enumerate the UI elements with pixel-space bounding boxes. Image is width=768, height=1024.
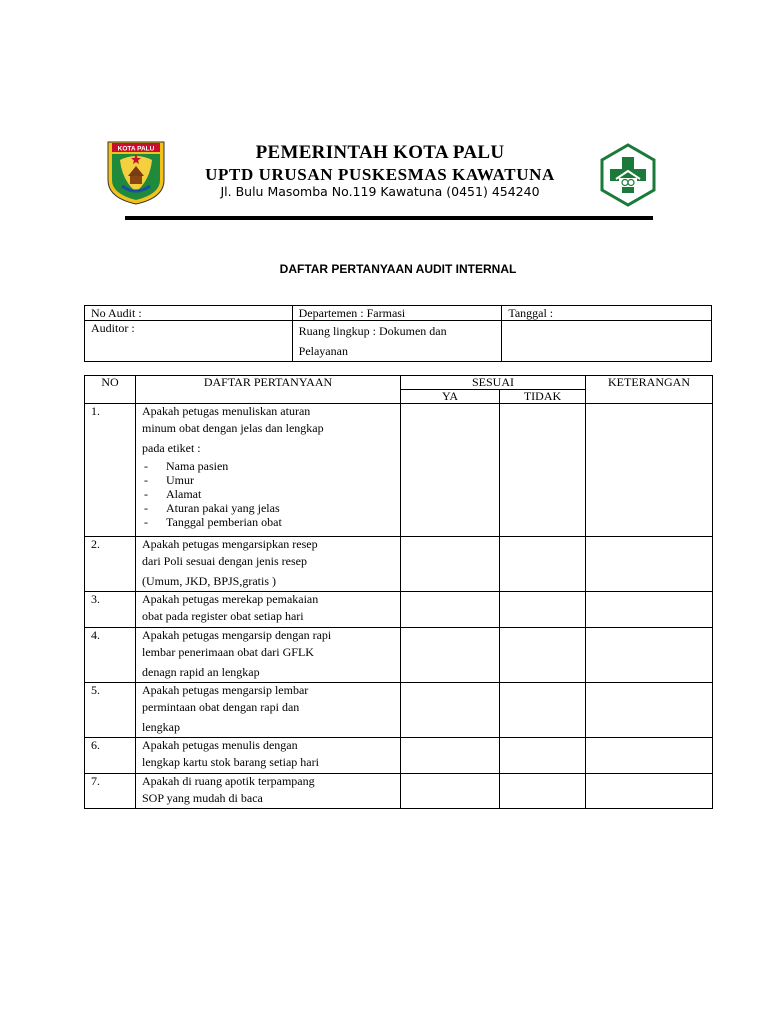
document-title: DAFTAR PERTANYAAN AUDIT INTERNAL (279, 262, 517, 276)
tidak-cell[interactable] (500, 683, 586, 738)
question-line: Apakah petugas mengarsip lembar (142, 683, 309, 697)
question-line: Apakah petugas menulis dengan (142, 738, 298, 752)
ya-cell[interactable] (401, 774, 500, 809)
tidak-cell[interactable] (500, 628, 586, 683)
sublist-item: - Tanggal pemberian obat (142, 515, 394, 529)
letterhead-address: Jl. Bulu Masomba No.119 Kawatuna (0451) 454240 (220, 184, 540, 199)
question-cell (136, 537, 401, 592)
row-number: 5. (85, 683, 136, 738)
letterhead-line1: PEMERINTAH KOTA PALU (255, 142, 505, 163)
ya-cell[interactable] (401, 628, 500, 683)
keterangan-cell[interactable] (586, 774, 713, 809)
question-cell (136, 774, 401, 809)
question-cell (136, 592, 401, 628)
question-line: Apakah petugas mengarsip dengan rapi (142, 628, 332, 642)
question-line: permintaan obat dengan rapi dan (142, 700, 300, 714)
question-line: dari Poli sesuai dengan jenis resep (142, 554, 307, 568)
question-sublist (142, 459, 394, 529)
question-line: (Umum, JKD, BPJS,gratis ) (142, 574, 277, 588)
keterangan-cell[interactable] (586, 537, 713, 592)
header-sesuai: SESUAI (401, 376, 586, 390)
ya-cell[interactable] (401, 592, 500, 628)
ya-cell[interactable] (401, 404, 500, 537)
row-number: 6. (85, 738, 136, 774)
kota-palu-logo (106, 140, 166, 206)
question-line: lengkap kartu stok barang setiap hari (142, 755, 319, 769)
letterhead-line2: UPTD URUSAN PUSKESMAS KAWATUNA (205, 165, 555, 184)
question-line: lengkap (142, 720, 180, 734)
table-row (85, 404, 713, 537)
question-line: minum obat dengan jelas dan lengkap (142, 421, 324, 435)
header-tidak: TIDAK (500, 390, 586, 404)
question-table (84, 375, 713, 809)
question-line: Apakah petugas menuliskan aturan (142, 404, 311, 418)
tanggal-value (502, 321, 712, 362)
letterhead-divider (125, 216, 653, 220)
question-cell (136, 683, 401, 738)
puskesmas-logo (596, 143, 660, 207)
audit-info-table (84, 305, 712, 362)
tidak-cell[interactable] (500, 537, 586, 592)
question-line: Apakah di ruang apotik terpampang (142, 774, 315, 788)
tidak-cell[interactable] (500, 592, 586, 628)
question-cell (136, 404, 401, 537)
sublist-item: - Aturan pakai yang jelas (142, 501, 394, 515)
table-row (85, 592, 713, 628)
question-line: pada etiket : (142, 441, 201, 455)
question-cell (136, 628, 401, 683)
header-no: NO (85, 376, 136, 404)
ruang-lingkup-label: Ruang lingkup : Dokumen dan (298, 324, 447, 338)
ruang-lingkup-cell (292, 321, 502, 362)
question-line: lembar penerimaan obat dari GFLK (142, 645, 314, 659)
keterangan-cell[interactable] (586, 592, 713, 628)
sublist-item: - Alamat (142, 487, 394, 501)
sublist-item: - Nama pasien (142, 459, 394, 473)
logo-left-text: KOTA PALU (117, 145, 155, 153)
departemen-label: Departemen : Farmasi (292, 306, 502, 321)
header-daftar: DAFTAR PERTANYAAN (136, 376, 401, 404)
tidak-cell[interactable] (500, 738, 586, 774)
ya-cell[interactable] (401, 683, 500, 738)
keterangan-cell[interactable] (586, 683, 713, 738)
tidak-cell[interactable] (500, 404, 586, 537)
header-keterangan: KETERANGAN (586, 376, 713, 404)
question-line: SOP yang mudah di baca (142, 791, 263, 805)
auditor-label: Auditor : (85, 321, 293, 362)
ya-cell[interactable] (401, 537, 500, 592)
no-audit-label: No Audit : (85, 306, 293, 321)
table-row (85, 683, 713, 738)
keterangan-cell[interactable] (586, 404, 713, 537)
row-number: 1. (85, 404, 136, 537)
header-ya: YA (401, 390, 500, 404)
tanggal-label: Tanggal : (502, 306, 712, 321)
table-row (85, 774, 713, 809)
row-number: 3. (85, 592, 136, 628)
table-row (85, 738, 713, 774)
question-line: Apakah petugas merekap pemakaian (142, 592, 319, 606)
tidak-cell[interactable] (500, 774, 586, 809)
sublist-item: - Umur (142, 473, 394, 487)
row-number: 2. (85, 537, 136, 592)
keterangan-cell[interactable] (586, 738, 713, 774)
question-line: obat pada register obat setiap hari (142, 609, 304, 623)
table-row (85, 628, 713, 683)
ruang-lingkup-label-2: Pelayanan (298, 344, 348, 358)
row-number: 7. (85, 774, 136, 809)
ya-cell[interactable] (401, 738, 500, 774)
keterangan-cell[interactable] (586, 628, 713, 683)
question-line: Apakah petugas mengarsipkan resep (142, 537, 318, 551)
table-row (85, 537, 713, 592)
question-line: denagn rapid an lengkap (142, 665, 260, 679)
question-cell (136, 738, 401, 774)
row-number: 4. (85, 628, 136, 683)
